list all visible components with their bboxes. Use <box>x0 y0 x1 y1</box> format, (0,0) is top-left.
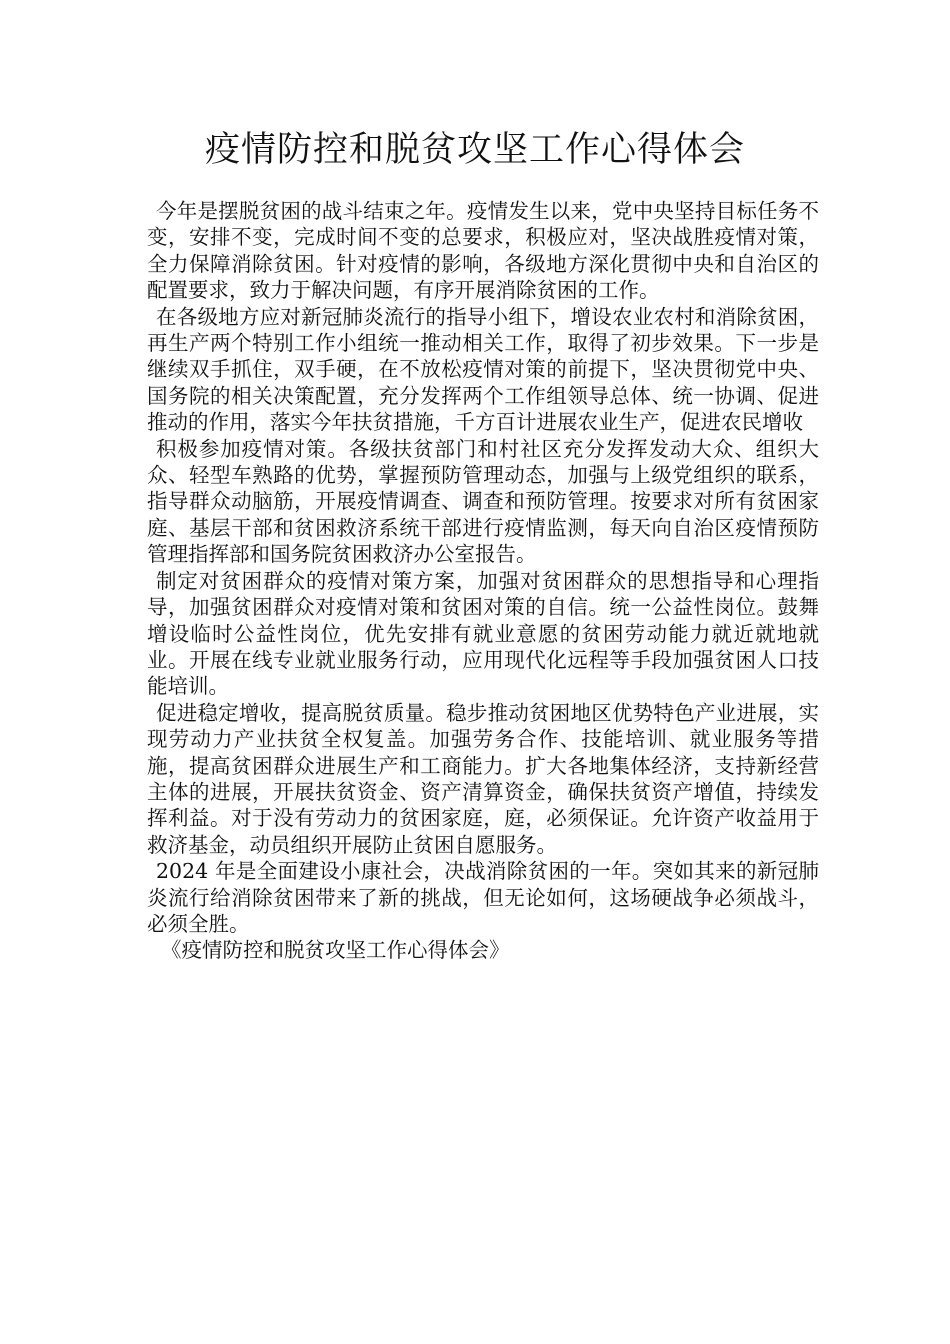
paragraph-4: 制定对贫困群众的疫情对策方案，加强对贫困群众的思想指导和心理指导，加强贫困群众对疫情对策和贫困对策的自信。统一公益性岗位。鼓舞增设临时公益性岗位，优先安排有就业意愿的贫困劳动能力就近就地就业。开展在线专业就业服务行动，应用现代化远程等手段加强贫困人口技能培训。 <box>147 568 819 699</box>
paragraph-6: 2024 年是全面建设小康社会，决战消除贫困的一年。突如其来的新冠肺炎流行给消除贫困带来了新的挑战，但无论如何，这场硬战争必须战斗，必须全胜。 <box>147 859 819 936</box>
document-body <box>147 198 819 964</box>
paragraph-1: 今年是摆脱贫困的战斗结束之年。疫情发生以来，党中央坚持目标任务不变，安排不变，完成时间不变的总要求，积极应对，坚决战胜疫情对策，全力保障消除贫困。针对疫情的影响，各级地方深化贯彻中央和自治区的配置要求，致力于解决问题，有序开展消除贫困的工作。 <box>147 199 819 303</box>
paragraph-5: 促进稳定增收，提高脱贫质量。稳步推动贫困地区优势特色产业进展，实现劳动力产业扶贫全权复盖。加强劳务合作、技能培训、就业服务等措施，提高贫困群众进展生产和工商能力。扩大各地集体经济，支持新经营主体的进展，开展扶贫资金、资产清算资金，确保扶贫资产增值，持续发挥利益。对于没有劳动力的贫困家庭，庭，必须保证。允许资产收益用于救济基金，动员组织开展防止贫困自愿服务。 <box>147 700 819 857</box>
paragraph-3: 积极参加疫情对策。各级扶贫部门和村社区充分发挥发动大众、组织大众、轻型车熟路的优势，掌握预防管理动态，加强与上级党组织的联系，指导群众动脑筋，开展疫情调查、调查和预防管理。按要求对所有贫困家庭、基层干部和贫困救济系统干部进行疫情监测，每天向自治区疫情预防管理指挥部和国务院贫困救济办公室报告。 <box>147 436 819 567</box>
document-title: 疫情防控和脱贫攻坚工作心得体会 <box>204 130 745 170</box>
closing-title: 《疫情防控和脱贫攻坚工作心得体会》 <box>161 938 510 963</box>
paragraph-2: 在各级地方应对新冠肺炎流行的指导小组下，增设农业农村和消除贫困，再生产两个特别工作小组统一推动相关工作，取得了初步效果。下一步是继续双手抓住，双手硬，在不放松疫情对策的前提下，坚决贯彻党中央、国务院的相关决策配置，充分发挥两个工作组领导总体、统一协调、促进推动的作用，落实今年扶贫措施，千方百计进展农业生产，促进农民增收 <box>147 304 819 435</box>
